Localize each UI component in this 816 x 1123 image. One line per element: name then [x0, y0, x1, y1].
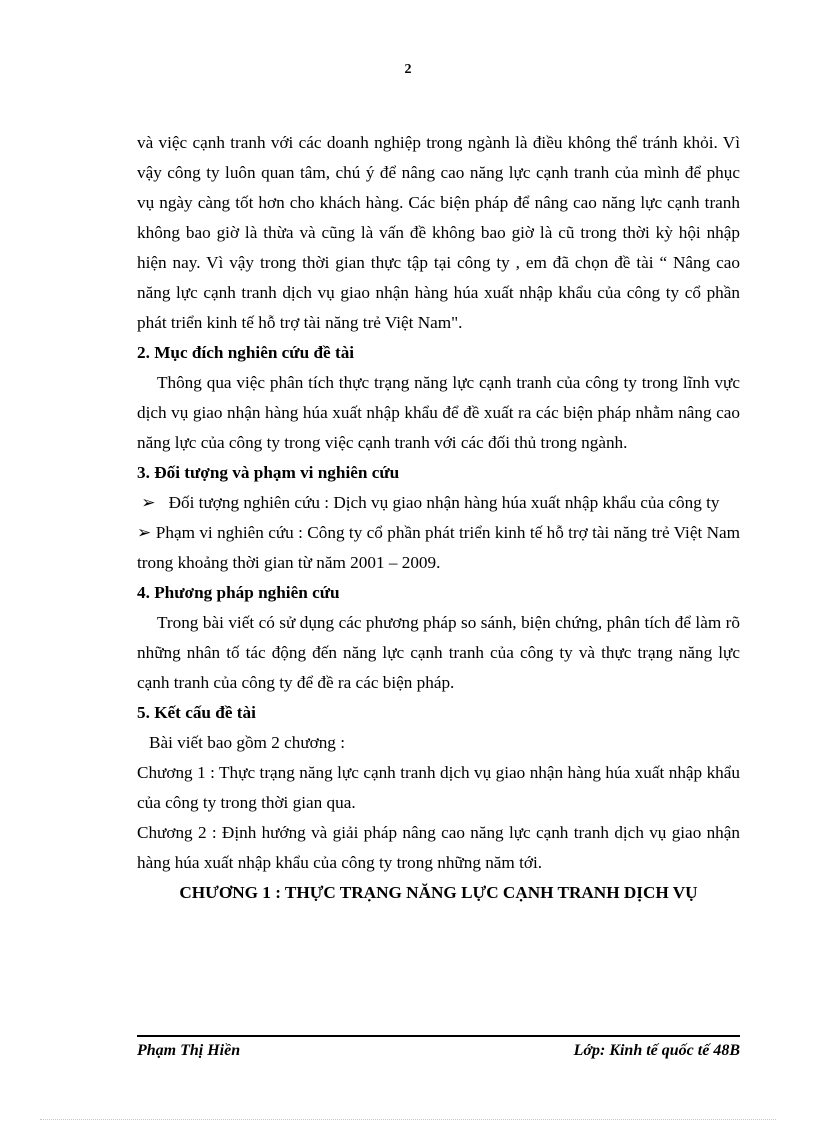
chapter2-summary: Chương 2 : Định hướng và giải pháp nâng cao năng lực cạnh tranh dịch vụ giao nhận hàng húa xuất nhập khẩu của công ty trong những năm tới. — [137, 823, 740, 872]
footer-class: Lớp: Kinh tế quốc tế 48B — [573, 1042, 740, 1059]
structure-intro: Bài viết bao gồm 2 chương : — [149, 733, 345, 752]
chapter1-summary: Chương 1 : Thực trạng năng lực cạnh tranh dịch vụ giao nhận hàng húa xuất nhập khẩu của công ty trong thời gian qua. — [137, 763, 740, 812]
footer-divider — [137, 1035, 740, 1037]
footer-author: Phạm Thị Hiền — [137, 1042, 241, 1059]
section-heading-structure: 5. Kết cấu đề tài — [137, 703, 256, 722]
chapter-heading: CHƯƠNG 1 : THỰC TRẠNG NĂNG LỰC CẠNH TRANH DỊCH VỤ — [179, 883, 698, 902]
object-text: Đối tượng nghiên cứu : Dịch vụ giao nhận hàng húa xuất nhập khẩu của công ty — [168, 493, 720, 512]
page-number: 2 — [404, 62, 412, 77]
intro-paragraph: và việc cạnh tranh với các doanh nghiệp trong ngành là điều không thể tránh khỏi. Vì vậy công ty luôn quan tâm, chú ý để nâng cao năng lực cạnh tranh của mình để phục vụ ngày càng tốt hơn cho khách hàng. Các biện pháp để nâng cao năng lực cạnh tranh không bao giờ là thừa và cũng là vấn đề không bao giờ là cũ trong thời kỳ hội nhập hiện nay. Vì vậy trong thời gian thực tập tại công ty , em đã chọn đề tài “ Nâng cao năng lực cạnh tranh dịch vụ giao nhận hàng húa xuất nhập khẩu của công ty cổ phần phát triển kinh tế hỗ trợ tài năng trẻ Việt Nam". — [137, 133, 740, 332]
arrow-bullet-icon: ➢ — [141, 493, 156, 512]
method-paragraph: Trong bài viết có sử dụng các phương pháp so sánh, biện chứng, phân tích để làm rõ những nhân tố tác động đến năng lực cạnh tranh của công ty và thực trạng năng lực cạnh tranh của công ty để đề ra các biện pháp. — [137, 613, 740, 692]
scope-bullet — [137, 518, 740, 578]
page-bottom-border — [40, 1119, 776, 1120]
section-heading-object-scope: 3. Đối tượng và phạm vi nghiên cứu — [137, 463, 400, 482]
section-heading-method: 4. Phương pháp nghiên cứu — [137, 583, 340, 602]
scope-text: Phạm vi nghiên cứu : Công ty cổ phần phát triển kinh tế hỗ trợ tài năng trẻ Việt Nam trong khoảng thời gian từ năm 2001 – 2009. — [137, 523, 741, 572]
document-body — [137, 128, 740, 908]
arrow-bullet-icon: ➢ — [137, 523, 152, 542]
object-bullet — [137, 488, 740, 518]
section-heading-purpose: 2. Mục đích nghiên cứu đề tài — [137, 343, 355, 362]
purpose-paragraph: Thông qua việc phân tích thực trạng năng lực cạnh tranh của công ty trong lĩnh vực dịch vụ giao nhận hàng húa xuất nhập khẩu để đề xuất ra các biện pháp nhằm nâng cao năng lực của công ty trong việc cạnh tranh với các đối thủ trong ngành. — [137, 373, 740, 452]
